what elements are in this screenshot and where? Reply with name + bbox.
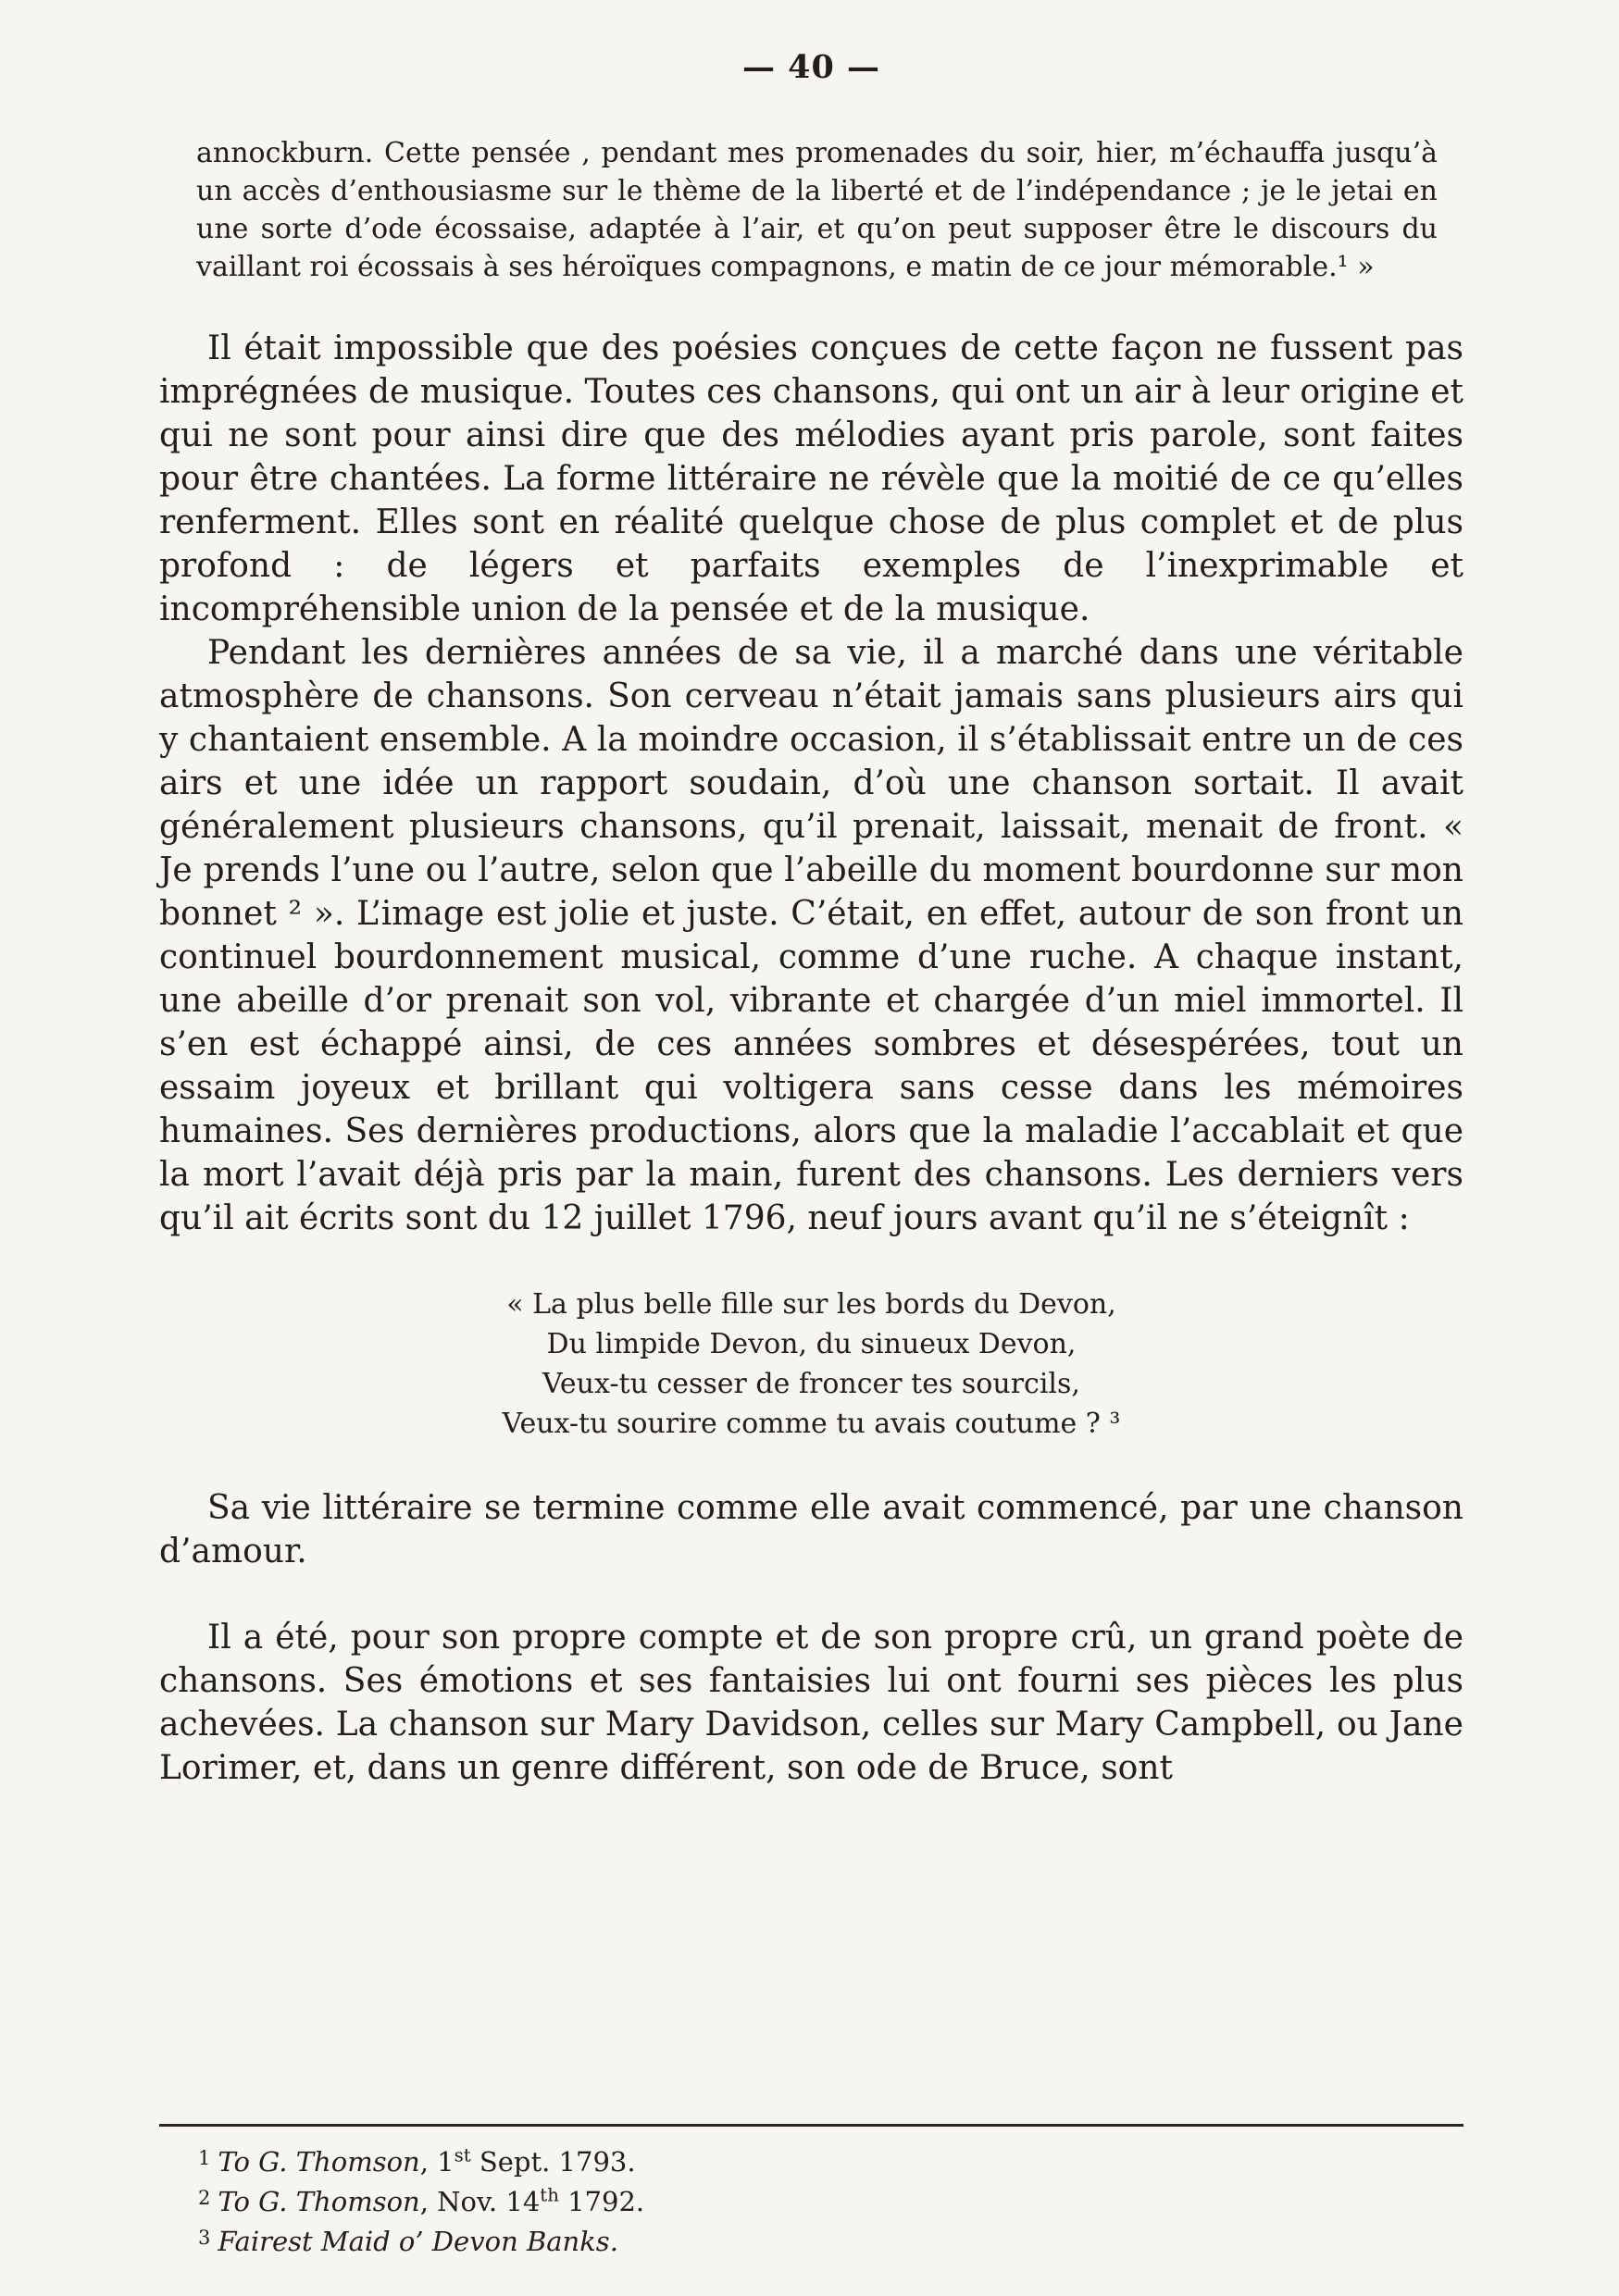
paragraph: Pendant les dernières années de sa vie, il a marché dans une véritable atmosphère de chansons. Son cerveau n’était jamais sans plusieurs airs qui y chantaient ensemble. A la moindre occasion, il s’établissait entre un de ces airs et une idée un rapport soudain, d’où une chanson sortait. Il avait généralement plusieurs chansons, qu’il prenait, laissait, menait de front. « Je prends l’une ou l’autre, selon que l’abeille du moment bourdonne sur mon bonnet ² ». L’image est jolie et juste. C’était, en effet, autour de son front un continuel bourdonnement musical, comme d’une ruche. A chaque instant, une abeille d’or prenait son vol, vibrante et chargée d’un miel immortel. Il s’en est échappé ainsi, de ces années sombres et désespérées, tout un essaim joyeux et brillant qui voltigera sans cesse dans les mémoires humaines. Ses dernières productions, alors que la maladie l’accablait et que la mort l’avait déjà pris par la main, furent des chansons. Les derniers vers qu’il ait écrits sont du 12 juillet 1796, neuf jours avant qu’il ne s’éteignît : <box>159 634 1463 1237</box>
footnote-text: 1792. <box>558 2186 645 2217</box>
closing-paragraphs <box>159 1486 1463 1790</box>
paragraph: Il a été, pour son propre compte et de son propre crû, un grand poète de chansons. Ses émotions et ses fantaisies lui ont fourni ses pièces les plus achevées. La chanson sur Mary Davidson, celles sur Mary Campbell, ou Jane Lorimer, et, dans un genre différent, son ode de Bruce, sont <box>159 1619 1463 1787</box>
footnote-text: st <box>454 2144 471 2166</box>
footnote-text: To G. Thomson <box>218 2146 420 2178</box>
footnote-text: Fairest Maid o’ Devon Banks. <box>218 2226 618 2257</box>
footnote-block <box>159 2124 1463 2263</box>
footnote <box>198 2223 1463 2263</box>
verse-line: Veux-tu sourire comme tu avais coutume ? ³ <box>502 1408 1121 1440</box>
paragraph: Il était impossible que des poésies conçues de cette façon ne fussent pas imprégnées de musique. Toutes ces chansons, qui ont un air à leur origine et qui ne sont pour ainsi dire que des mélodies ayant pris parole, sont faites pour être chantées. La forme littéraire ne révèle que la moitié de ce qu’elles renferment. Elles sont en réalité quelque chose de plus complet et de plus profond : de légers et parfaits exemples de l’inexprimable et incompréhensible union de la pensée et de la musique. <box>159 329 1463 628</box>
footnote-text: , 1 <box>419 2146 455 2178</box>
footnote-marker: 1 <box>198 2147 211 2169</box>
verse-line: Veux-tu cesser de froncer tes sourcils, <box>542 1368 1080 1400</box>
verse <box>159 1285 1463 1444</box>
opening-quote: annockburn. Cette pensée , pendant mes promenades du soir, hier, m’échauffa jusqu’à un accès d’enthousiasme sur le thème de la liberté et de l’indépendance ; je le jetai en une sorte d’ode écossaise, adaptée à l’air, et qu’on peut supposer être le discours du vaillant roi écossais à ses héroïques compagnons, e matin de ce jour mémorable.¹ » <box>196 137 1438 283</box>
footnote-text: To G. Thomson <box>218 2186 420 2217</box>
page-number: — 40 — <box>741 48 881 86</box>
paragraph: Sa vie littéraire se termine comme elle avait commencé, par une chanson d’amour. <box>159 1489 1463 1570</box>
footnote-text: th <box>540 2184 559 2206</box>
footnotes <box>159 2143 1463 2263</box>
verse-line: Du limpide Devon, du sinueux Devon, <box>546 1328 1077 1360</box>
footnote-rule <box>159 2124 1463 2127</box>
footnote-text: , Nov. 14 <box>419 2186 541 2217</box>
body-paragraphs <box>159 327 1463 1240</box>
footnote <box>198 2143 1463 2183</box>
footnote-text: Sept. 1793. <box>470 2146 636 2178</box>
footnote-marker: 3 <box>198 2227 211 2249</box>
footnote-marker: 2 <box>198 2187 211 2209</box>
verse-line: « La plus belle fille sur les bords du Devon, <box>506 1288 1116 1321</box>
footnote <box>198 2183 1463 2223</box>
